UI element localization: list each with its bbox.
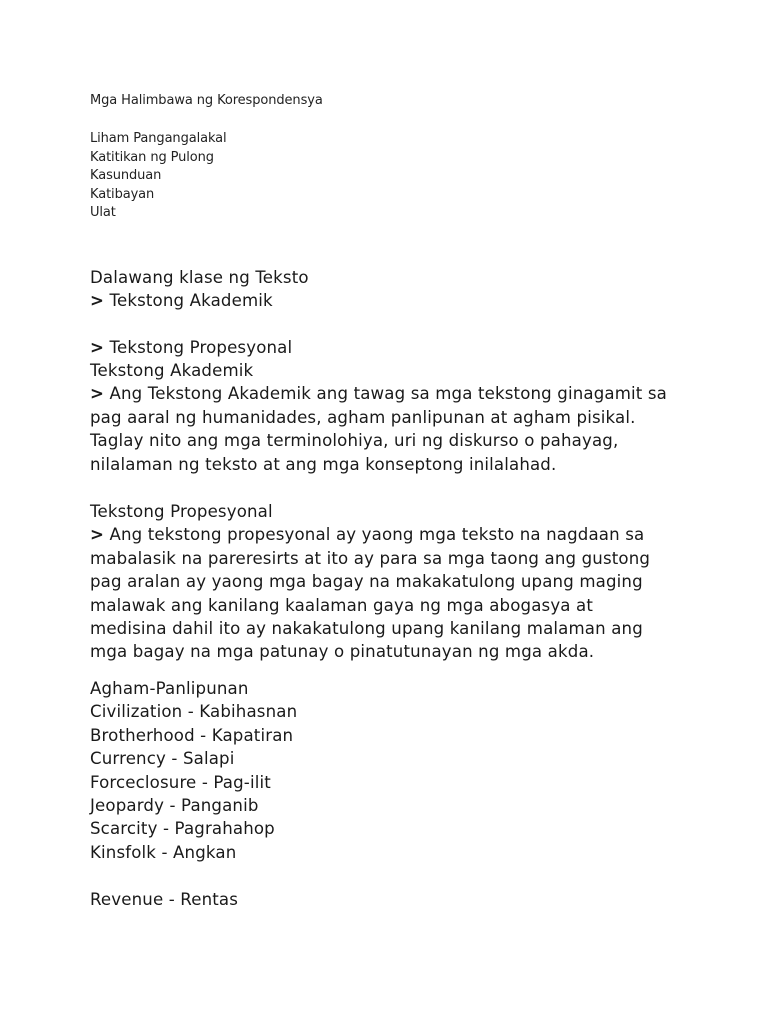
term-item: Forceclosure - Pag-ilit [90, 772, 271, 792]
paragraph-text: Ang tekstong propesyonal ay yaong mga teksto na nagdaan sa [109, 525, 645, 545]
section-title: Agham-Panlipunan [90, 679, 249, 698]
list-item: Katitikan ng Pulong [90, 149, 214, 165]
arrow-marker: > [90, 525, 105, 545]
section-tekstong-propesyonal [90, 500, 730, 664]
term-item: Brotherhood - Kapatiran [90, 725, 294, 745]
section-title: Tekstong Propesyonal [90, 502, 273, 521]
paragraph-line: mga bagay na mga patunay o pinatutunayan ng mga akda. [90, 642, 595, 662]
term-item: Jeopardy - Panganib [90, 796, 259, 816]
correspondence-list [90, 130, 730, 223]
arrow-marker: > [90, 291, 105, 311]
term-item: Currency - Salapi [90, 749, 235, 769]
arrow-marker: > [90, 384, 105, 404]
list-item-text: Tekstong Propesyonal [109, 338, 293, 358]
paragraph-line: pag aaral ng humanidades, agham panlipunan at agham pisikal. [90, 407, 636, 427]
paragraph-line: malawak ang kanilang kaalaman gaya ng mga abogasya at [90, 595, 594, 615]
paragraph-line: mabalasik na pareresirts at ito ay para sa mga taong ang gustong [90, 548, 651, 568]
list-item: Ulat [90, 205, 116, 220]
section-tekstong-akademik [90, 359, 730, 476]
list-item: Katibayan [90, 186, 155, 202]
section-text-types [90, 266, 730, 360]
term-item: Scarcity - Pagrahahop [90, 819, 275, 839]
section-agham-panlipunan [90, 677, 730, 911]
spacer [90, 864, 730, 887]
paragraph-line: medisina dahil ito ay nakakatulong upang kanilang malaman ang [90, 619, 643, 639]
small-heading-block [90, 92, 730, 111]
list-item: Kasunduan [90, 168, 162, 183]
paragraph-text: Ang Tekstong Akademik ang tawag sa mga tekstong ginagamit sa [109, 384, 667, 404]
list-item: Liham Pangangalakal [90, 131, 227, 146]
section-title: Tekstong Akademik [90, 361, 254, 380]
term-item: Civilization - Kabihasnan [90, 702, 298, 722]
list-item [90, 289, 730, 312]
arrow-marker: > [90, 338, 105, 358]
small-heading: Mga Halimbawa ng Korespondensya [90, 93, 323, 108]
paragraph-line [90, 382, 730, 405]
list-item [90, 336, 730, 359]
term-item: Revenue - Rentas [90, 889, 239, 909]
paragraph-line [90, 523, 730, 546]
paragraph-line: pag aralan ay yaong mga bagay na makakatulong upang maging [90, 572, 643, 592]
term-item: Kinsfolk - Angkan [90, 842, 237, 862]
section-title: Dalawang klase ng Teksto [90, 268, 309, 287]
paragraph-line: nilalaman ng teksto at ang mga konseptong inilalahad. [90, 454, 557, 474]
paragraph-line: Taglay nito ang mga terminolohiya, uri ng diskurso o pahayag, [90, 431, 619, 451]
spacer [90, 313, 730, 336]
list-item-text: Tekstong Akademik [109, 291, 273, 311]
